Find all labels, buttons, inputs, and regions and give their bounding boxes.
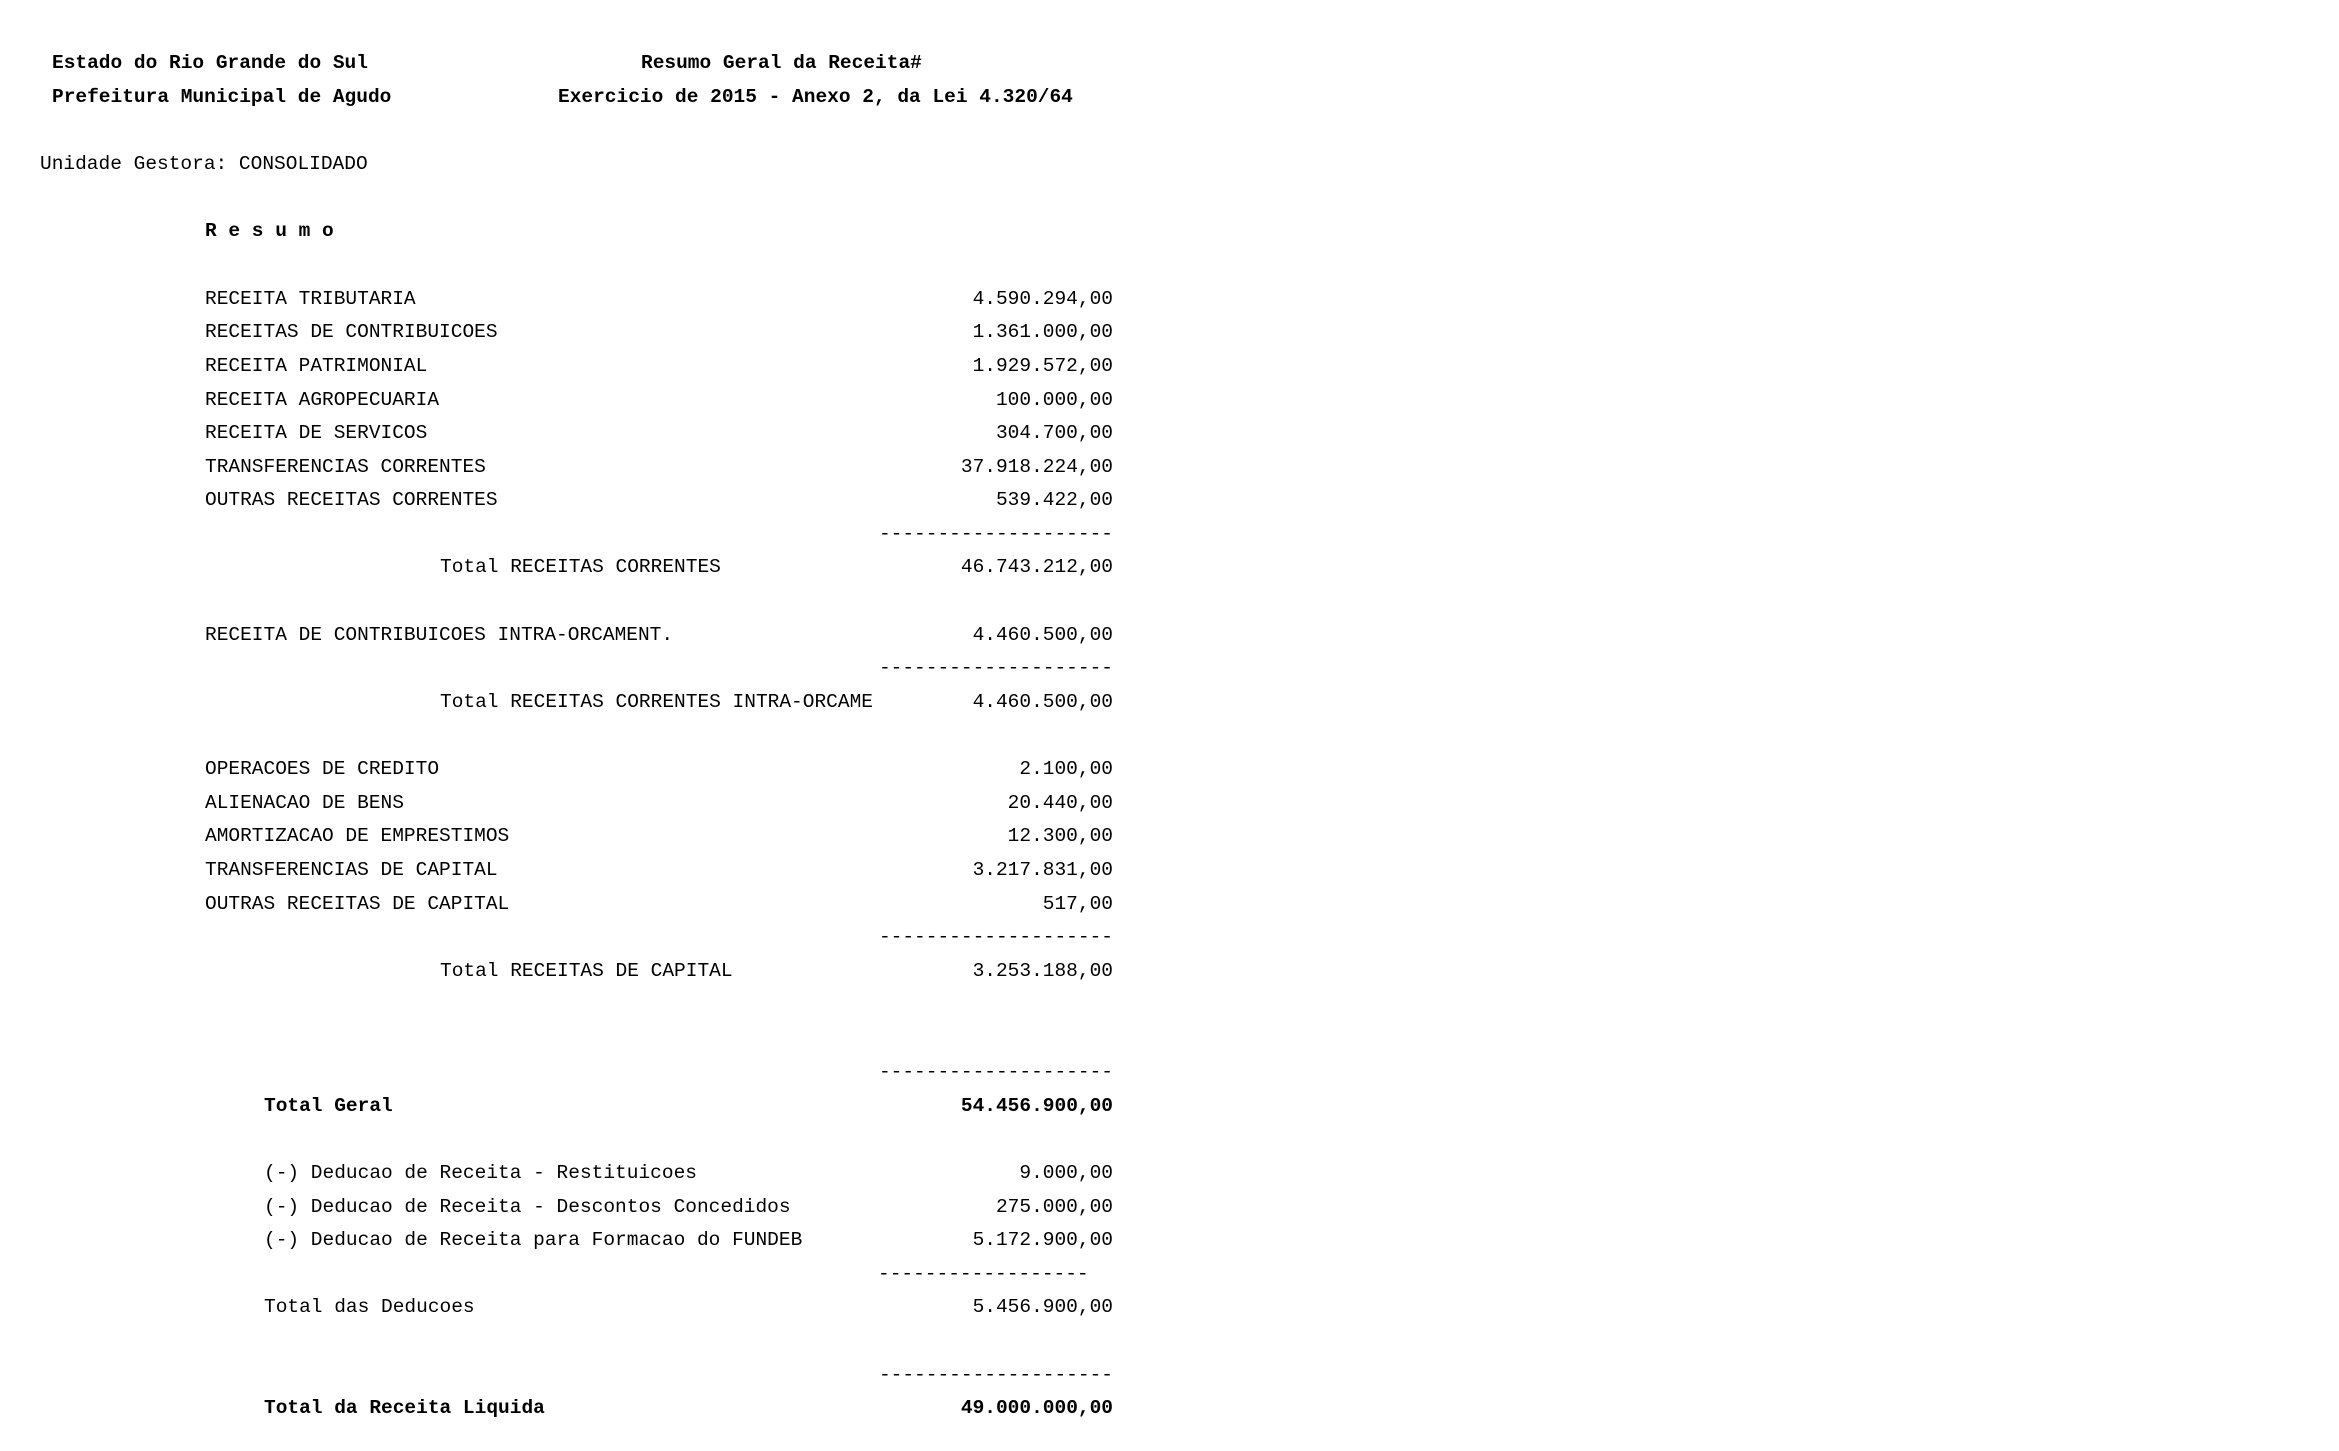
list-item-value: 3.217.831,00 <box>972 859 1113 881</box>
list-item-label: TRANSFERENCIAS DE CAPITAL <box>205 859 498 881</box>
total-geral-value: 54.456.900,00 <box>960 1095 1113 1117</box>
municipality-name: Prefeitura Municipal de Agudo <box>52 86 392 108</box>
total-deducoes-label: Total das Deducoes <box>264 1296 475 1318</box>
list-item-value: 517,00 <box>1042 893 1113 915</box>
list-item-label: AMORTIZACAO DE EMPRESTIMOS <box>205 825 510 847</box>
separator: -------------------- <box>878 1061 1113 1083</box>
separator: -------------------- <box>878 926 1113 948</box>
list-item-label: OPERACOES DE CREDITO <box>205 758 440 780</box>
list-item-label: RECEITA DE SERVICOS <box>205 422 428 444</box>
receita-liquida-label: Total da Receita Liquida <box>264 1397 545 1419</box>
list-item-value: 1.929.572,00 <box>972 355 1113 377</box>
list-item-value: 37.918.224,00 <box>960 456 1113 478</box>
list-item-label: RECEITA AGROPECUARIA <box>205 389 440 411</box>
list-item-value: 9.000,00 <box>1019 1162 1113 1184</box>
list-item-label: (-) Deducao de Receita - Descontos Concedidos <box>264 1196 791 1218</box>
list-item-label: RECEITA PATRIMONIAL <box>205 355 428 377</box>
list-item-value: 4.460.500,00 <box>972 624 1113 646</box>
list-item-label: TRANSFERENCIAS CORRENTES <box>205 456 486 478</box>
total-deducoes-value: 5.456.900,00 <box>972 1296 1113 1318</box>
state-name: Estado do Rio Grande do Sul <box>52 52 368 74</box>
receita-liquida-value: 49.000.000,00 <box>960 1397 1113 1419</box>
list-item-label: (-) Deducao de Receita - Restituicoes <box>264 1162 697 1184</box>
list-item-value: 539.422,00 <box>995 489 1113 511</box>
list-item-value: 2.100,00 <box>1019 758 1113 780</box>
unit-label: Unidade Gestora: CONSOLIDADO <box>40 153 368 175</box>
total-capital-label: Total RECEITAS DE CAPITAL <box>440 960 733 982</box>
separator: -------------------- <box>878 1364 1113 1386</box>
list-item-value: 275.000,00 <box>995 1196 1113 1218</box>
list-item-label: (-) Deducao de Receita para Formacao do FUNDEB <box>264 1229 803 1251</box>
list-item-value: 1.361.000,00 <box>972 321 1113 343</box>
total-capital-value: 3.253.188,00 <box>972 960 1113 982</box>
list-item-label: RECEITA DE CONTRIBUICOES INTRA-ORCAMENT. <box>205 624 674 646</box>
list-item-value: 100.000,00 <box>995 389 1113 411</box>
total-intra-label: Total RECEITAS CORRENTES INTRA-ORCAME <box>440 691 873 713</box>
list-item-value: 20.440,00 <box>1007 792 1113 814</box>
total-geral-label: Total Geral <box>264 1095 393 1117</box>
separator: -------------------- <box>878 523 1113 545</box>
total-intra-value: 4.460.500,00 <box>972 691 1113 713</box>
list-item-value: 4.590.294,00 <box>972 288 1113 310</box>
separator: -------------------- <box>878 657 1113 679</box>
section-title: R e s u m o <box>205 220 334 242</box>
report-subtitle: Exercicio de 2015 - Anexo 2, da Lei 4.320/64 <box>558 86 1073 108</box>
list-item-label: RECEITA TRIBUTARIA <box>205 288 416 310</box>
total-correntes-label: Total RECEITAS CORRENTES <box>440 556 721 578</box>
total-correntes-value: 46.743.212,00 <box>960 556 1113 578</box>
list-item-label: OUTRAS RECEITAS DE CAPITAL <box>205 893 510 915</box>
list-item-label: RECEITAS DE CONTRIBUICOES <box>205 321 498 343</box>
list-item-value: 304.700,00 <box>995 422 1113 444</box>
separator: ------------------ <box>878 1263 1089 1285</box>
list-item-value: 5.172.900,00 <box>972 1229 1113 1251</box>
report-title: Resumo Geral da Receita# <box>641 52 922 74</box>
list-item-label: OUTRAS RECEITAS CORRENTES <box>205 489 498 511</box>
list-item-label: ALIENACAO DE BENS <box>205 792 404 814</box>
list-item-value: 12.300,00 <box>1007 825 1113 847</box>
